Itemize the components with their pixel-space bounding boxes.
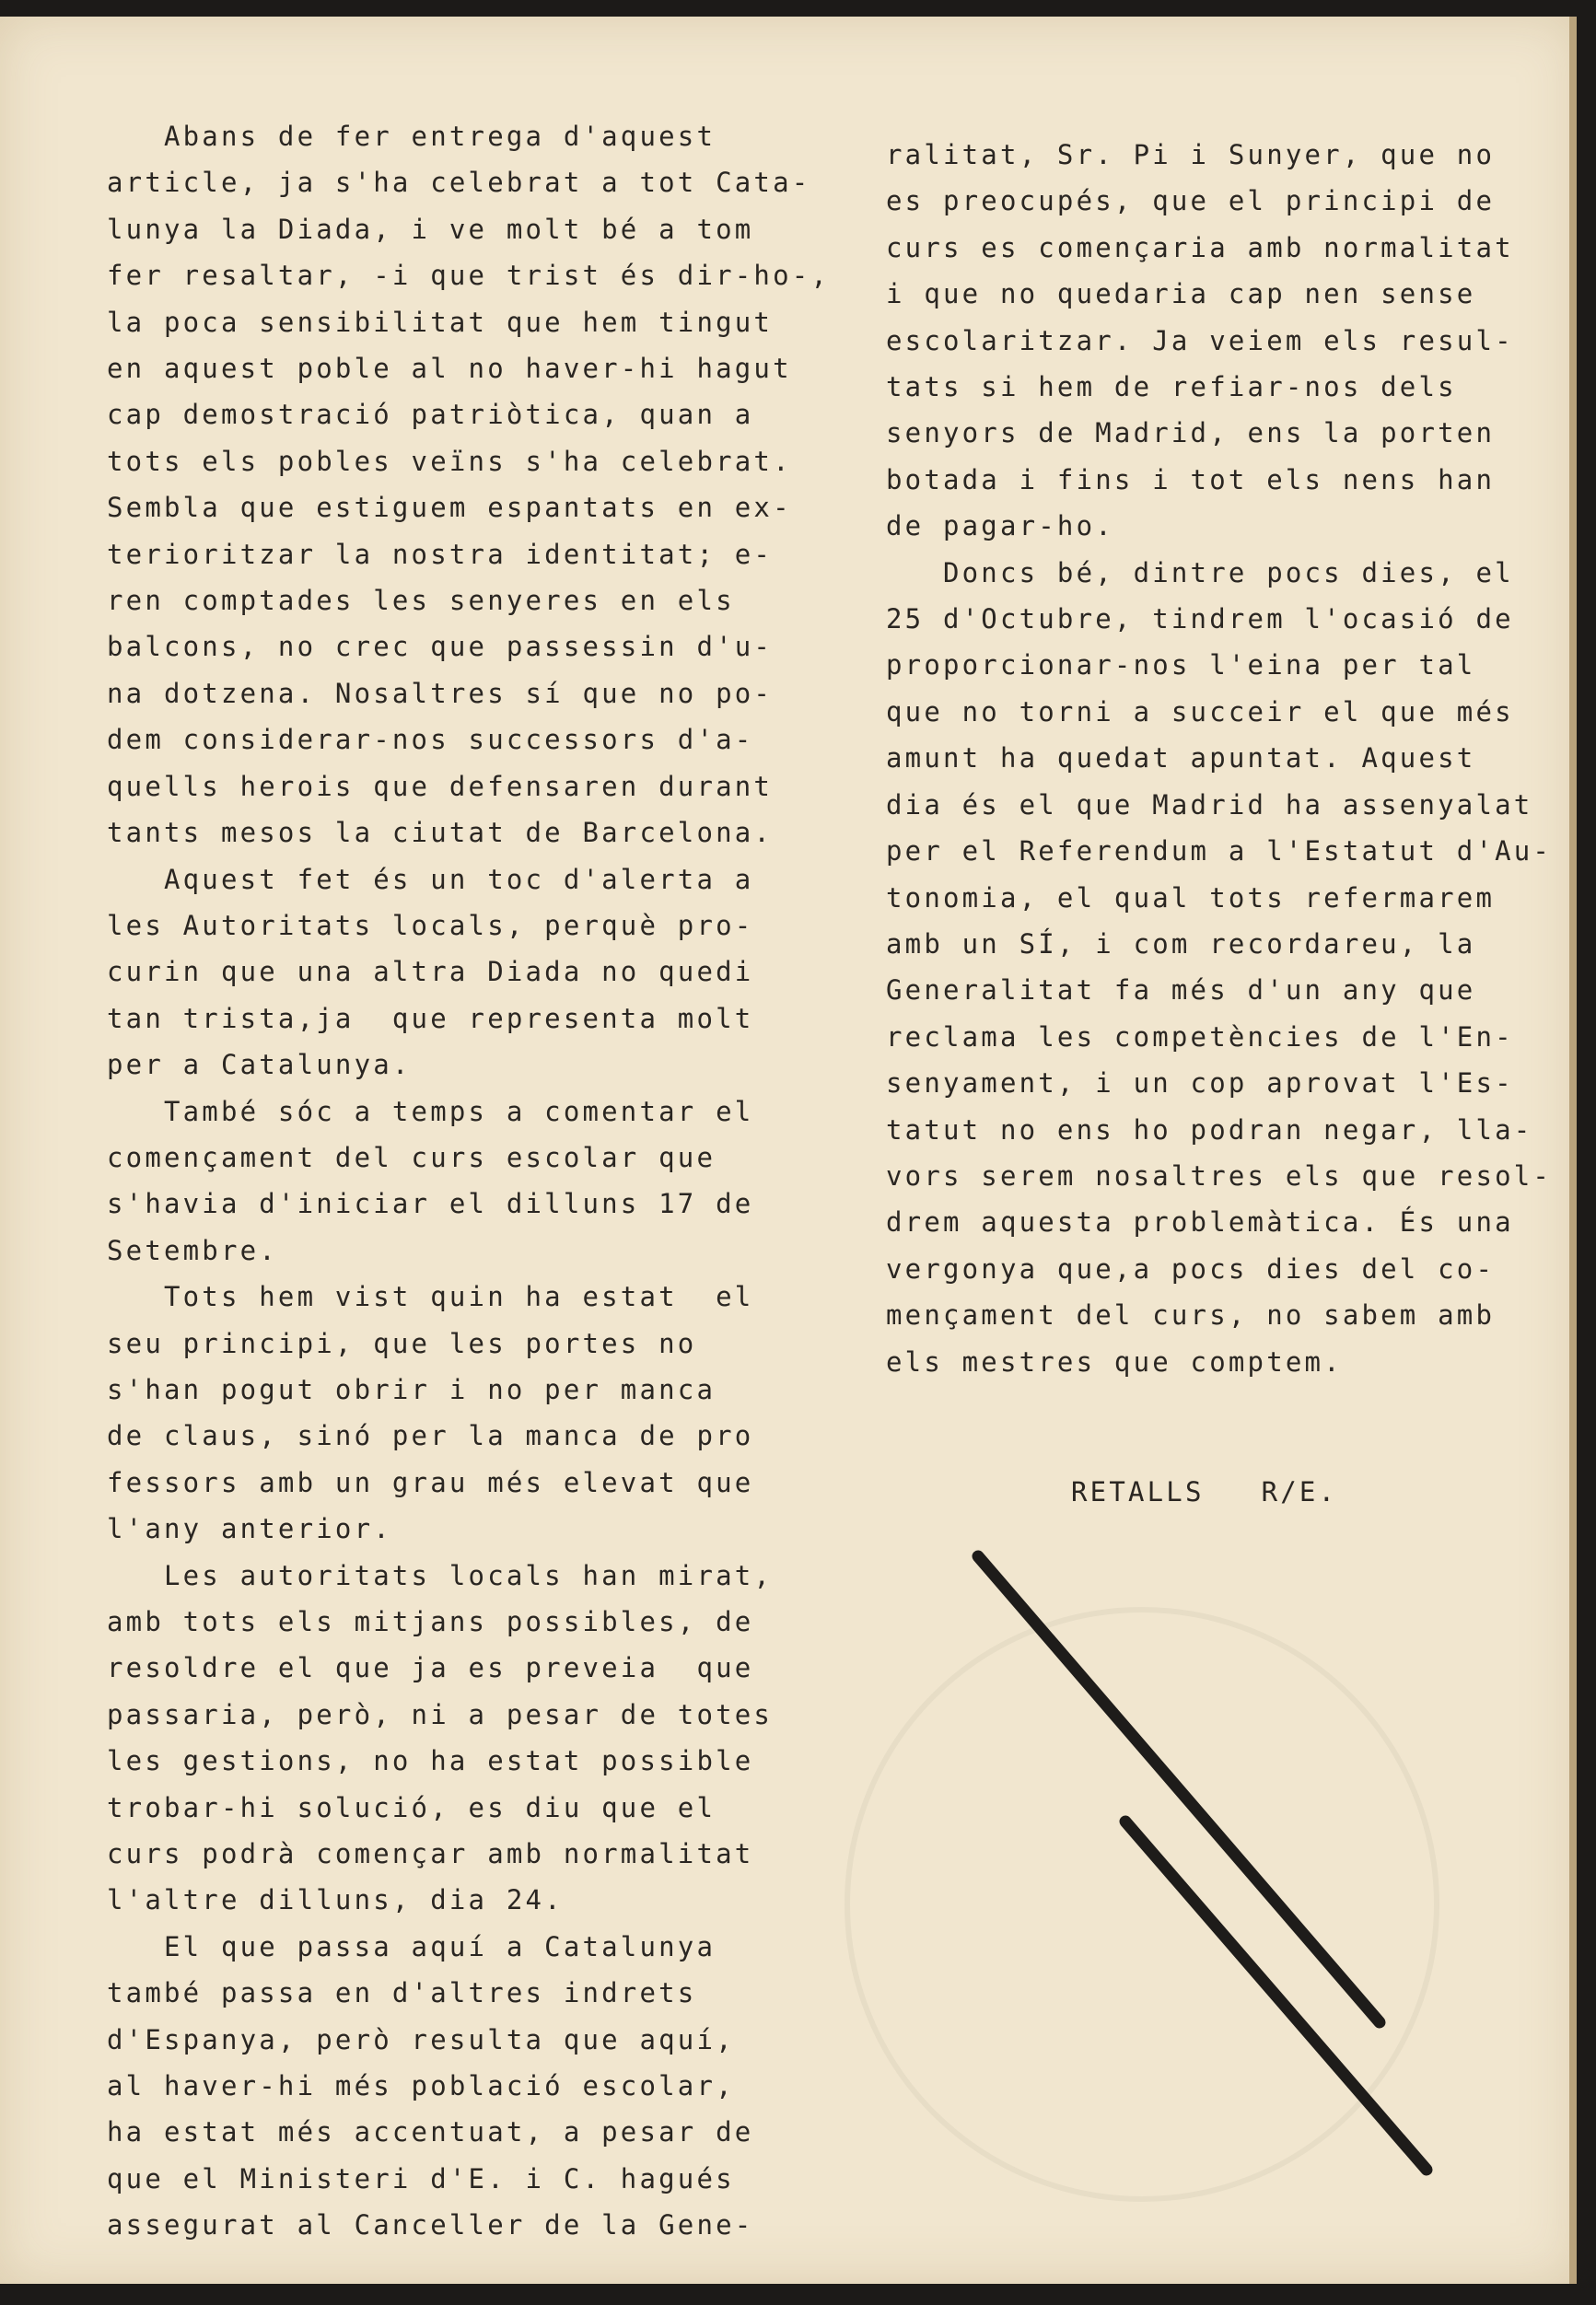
text-line: quells herois que defensaren durant <box>107 770 774 802</box>
text-line: tatut no ens ho podran negar, lla- <box>886 1113 1533 1146</box>
text-line: s'havia d'iniciar el dilluns 17 de <box>107 1188 754 1220</box>
text-line: tan trista,ja que representa molt <box>107 1002 754 1034</box>
signature: RETALLS R/E. <box>1071 1476 1338 1508</box>
text-line: botada i fins i tot els nens han <box>886 463 1496 495</box>
text-line: l'altre dilluns, dia 24. <box>107 1884 564 1916</box>
text-line: amunt ha quedat apuntat. Aquest <box>886 742 1476 774</box>
text-line: que no torni a succeir el que més <box>886 695 1514 728</box>
decorative-slash-long <box>978 1556 1380 2022</box>
decorative-slash-short <box>1125 1822 1427 2170</box>
text-line: curin que una altra Diada no quedi <box>107 956 754 988</box>
text-line: també passa en d'altres indrets <box>107 1977 697 2009</box>
text-line: Sembla que estiguem espantats en ex- <box>107 492 792 524</box>
text-line: seu principi, que les portes no <box>107 1327 697 1359</box>
text-line: i que no quedaria cap nen sense <box>886 278 1476 310</box>
text-line: dem considerar-nos successors d'a- <box>107 724 754 756</box>
text-line: tots els pobles veïns s'ha celebrat. <box>107 445 792 477</box>
text-line: s'han pogut obrir i no per manca <box>107 1373 716 1405</box>
text-line: Setembre. <box>107 1234 278 1266</box>
text-line: Tots hem vist quin ha estat el <box>107 1281 754 1313</box>
text-line: vors serem nosaltres els que resol- <box>886 1159 1553 1192</box>
text-line: balcons, no crec que passessin d'u- <box>107 631 774 663</box>
text-line: amb tots els mitjans possibles, de <box>107 1606 754 1637</box>
text-line: Les autoritats locals han mirat, <box>107 1559 774 1591</box>
text-line: proporcionar-nos l'eina per tal <box>886 649 1476 681</box>
text-line: assegurat al Canceller de la Gene- <box>107 2209 754 2241</box>
text-line: ren comptades les senyeres en els <box>107 585 735 617</box>
article-column-left <box>107 113 831 2249</box>
text-line: tats si hem de refiar-nos dels <box>886 371 1457 403</box>
text-line: curs podrà començar amb normalitat <box>107 1838 754 1870</box>
text-line: les Autoritats locals, perquè pro- <box>107 909 754 941</box>
text-line: ralitat, Sr. Pi i Sunyer, que no <box>886 139 1496 170</box>
text-line: fer resaltar, -i que trist és dir-ho-, <box>107 260 831 292</box>
text-line: senyament, i un cop aprovat l'Es- <box>886 1067 1514 1100</box>
text-line: escolaritzar. Ja veiem els resul- <box>886 324 1514 356</box>
text-line: passaria, però, ni a pesar de totes <box>107 1698 774 1730</box>
text-line: resoldre el que ja es preveia que <box>107 1652 754 1684</box>
text-line: que el Ministeri d'E. i C. hagués <box>107 2162 735 2194</box>
text-line: es preocupés, que el principi de <box>886 185 1496 217</box>
text-line: dia és el que Madrid ha assenyalat <box>886 788 1533 821</box>
text-line: També sóc a temps a comentar el <box>107 1095 754 1127</box>
text-line: Abans de fer entrega d'aquest <box>107 121 716 152</box>
text-line: curs es començaria amb normalitat <box>886 231 1514 263</box>
text-line: Doncs bé, dintre pocs dies, el <box>886 556 1514 588</box>
text-line: amb un SÍ, i com recordareu, la <box>886 927 1476 960</box>
text-line: de claus, sinó per la manca de pro <box>107 1420 754 1452</box>
text-line: fessors amb un grau més elevat que <box>107 1466 754 1498</box>
document-page <box>0 17 1577 2284</box>
text-line: de pagar-ho. <box>886 510 1114 542</box>
text-line: terioritzar la nostra identitat; e- <box>107 538 774 570</box>
text-line: mençament del curs, no sabem amb <box>886 1299 1496 1332</box>
text-line: 25 d'Octubre, tindrem l'ocasió de <box>886 603 1514 635</box>
text-line: començament del curs escolar que <box>107 1141 716 1173</box>
text-line: tonomia, el qual tots refermarem <box>886 881 1496 914</box>
text-line: els mestres que comptem. <box>886 1345 1343 1378</box>
text-line: lunya la Diada, i ve molt bé a tom <box>107 213 754 245</box>
text-line: na dotzena. Nosaltres sí que no po- <box>107 677 774 709</box>
text-line: per a Catalunya. <box>107 1049 412 1081</box>
text-line: l'any anterior. <box>107 1513 392 1545</box>
text-line: Generalitat fa més d'un any que <box>886 974 1476 1007</box>
text-line: ha estat més accentuat, a pesar de <box>107 2116 754 2148</box>
text-line: d'Espanya, però resulta que aquí, <box>107 2023 735 2055</box>
article-column-right <box>886 132 1553 1385</box>
text-line: al haver-hi més població escolar, <box>107 2070 735 2102</box>
show-through-circle <box>847 1610 1437 2199</box>
text-line: en aquest poble al no haver-hi hagut <box>107 353 792 385</box>
text-line: cap demostració patriòtica, quan a <box>107 399 754 431</box>
text-line: reclama les competències de l'En- <box>886 1020 1514 1053</box>
text-line: tants mesos la ciutat de Barcelona. <box>107 817 774 849</box>
text-line: Aquest fet és un toc d'alerta a <box>107 863 754 895</box>
text-line: per el Referendum a l'Estatut d'Au- <box>886 835 1553 867</box>
text-line: les gestions, no ha estat possible <box>107 1745 754 1777</box>
text-line: la poca sensibilitat que hem tingut <box>107 306 774 338</box>
text-line: trobar-hi solució, es diu que el <box>107 1791 716 1823</box>
text-line: senyors de Madrid, ens la porten <box>886 417 1496 449</box>
page-edge <box>1569 17 1577 2284</box>
text-line: drem aquesta problemàtica. És una <box>886 1206 1514 1239</box>
text-line: vergonya que,a pocs dies del co- <box>886 1252 1496 1285</box>
text-line: El que passa aquí a Catalunya <box>107 1930 716 1962</box>
text-line: article, ja s'ha celebrat a tot Cata- <box>107 167 811 199</box>
